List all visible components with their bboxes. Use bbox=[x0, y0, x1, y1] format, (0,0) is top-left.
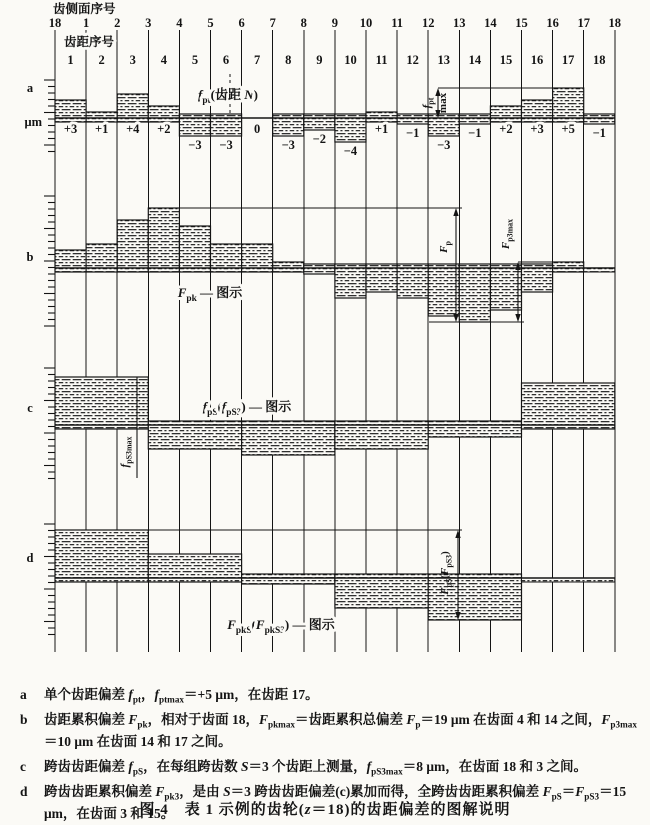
figure-note-c bbox=[14, 756, 642, 777]
flank-number: 13 bbox=[453, 16, 466, 30]
note-text: 跨齿齿距累积偏差 $F_{pk3}$，是由 S＝3 跨齿齿距偏差(c)累加而得，全跨齿齿距累积偏差 $F_{pS}=F_{pS3}=15$ μm，在齿面 3 和 15。 bbox=[44, 784, 627, 821]
fp-dimension-label: $F_p$ bbox=[438, 241, 453, 253]
fpt-annotation: $f_{pt}$(齿距 N) bbox=[197, 87, 259, 106]
flank-number: 1 bbox=[82, 16, 90, 30]
pitch-number: 9 bbox=[316, 53, 323, 67]
fpt-value: −3 bbox=[437, 138, 451, 152]
fps-fps3-dimension-label: $F_{pS}(F_{pS3})$ bbox=[439, 551, 454, 595]
flank-number: 18 bbox=[48, 16, 62, 30]
fptmax-label: max bbox=[437, 92, 449, 114]
pitch-number: 7 bbox=[254, 53, 261, 67]
fpt-value: −1 bbox=[405, 126, 420, 140]
fpt-value: −2 bbox=[312, 132, 327, 146]
fpt-value: +5 bbox=[561, 122, 575, 136]
fpt-value: +4 bbox=[126, 122, 140, 136]
pitch-number: 5 bbox=[191, 53, 199, 67]
fpks-annotation: $F_{pkS}(F_{pkS3})$ — 图示 bbox=[227, 617, 335, 636]
flank-number: 16 bbox=[546, 16, 559, 30]
pitch-number: 3 bbox=[129, 53, 136, 67]
fpt-value: +2 bbox=[157, 122, 171, 136]
pitch-number: 2 bbox=[98, 53, 105, 67]
fp3max-dimension-label: $F_{p3max}$ bbox=[500, 218, 515, 250]
fpt-value: −4 bbox=[343, 144, 358, 158]
row-label-d: d bbox=[26, 551, 34, 565]
flank-number: 4 bbox=[176, 16, 183, 30]
note-letter: a bbox=[20, 687, 27, 702]
pitch-number: 13 bbox=[437, 53, 450, 67]
pitch-axis-title: 齿距序号 bbox=[64, 35, 115, 49]
fpt-value: +1 bbox=[374, 122, 389, 136]
pitch-number: 12 bbox=[406, 53, 419, 67]
pitch-number: 8 bbox=[285, 53, 292, 67]
fpt-value: −3 bbox=[188, 138, 202, 152]
fpt-value: 0 bbox=[254, 122, 261, 136]
flank-number: 15 bbox=[515, 16, 528, 30]
row-label-c: c bbox=[27, 401, 33, 415]
flank-number: 14 bbox=[484, 16, 497, 30]
flank-number: 18 bbox=[608, 16, 622, 30]
row-label-a: a bbox=[26, 81, 34, 95]
flank-number: 17 bbox=[577, 16, 590, 30]
pitch-number: 14 bbox=[468, 53, 482, 67]
flank-number: 7 bbox=[269, 16, 276, 30]
flank-number: 6 bbox=[238, 16, 245, 30]
fpt-value: −1 bbox=[592, 126, 606, 140]
fpt-value: −3 bbox=[219, 138, 233, 152]
pitch-number: 6 bbox=[222, 53, 230, 67]
fptmax-label: $f_{pt}$ bbox=[421, 97, 436, 109]
flank-number: 2 bbox=[114, 16, 121, 30]
flank-number: 11 bbox=[391, 16, 404, 30]
pitch-number: 10 bbox=[344, 53, 357, 67]
pitch-number: 17 bbox=[561, 53, 575, 67]
note-letter: d bbox=[20, 784, 28, 800]
figure-note-a bbox=[14, 684, 642, 705]
fpt-value: +3 bbox=[63, 122, 78, 136]
fpk-annotation: $F_{pk}$ — 图示 bbox=[177, 285, 243, 304]
flank-number: 8 bbox=[300, 16, 307, 30]
note-text: 单个齿距偏差 $f_{pt}$，$f_{ptmax}=+5$ μm，在齿距 17。 bbox=[44, 687, 319, 705]
note-text: 跨齿齿距偏差 $f_{pS}$，在每组跨齿数 S＝3 个齿距上测量，$f_{pS3max}=8$ μm，在齿面 18 和 3 之间。 bbox=[44, 758, 587, 777]
note-text: 齿距累积偏差 $F_{pk}$，相对于齿面 18，$F_{pkmax}=$齿距累积总偏差 $F_p=19$ μm 在齿面 4 和 14 之间，$F_{p3max}=10$ μm 在齿面 14 和 17 之间。 bbox=[44, 712, 637, 749]
row-label-b: b bbox=[26, 250, 34, 264]
fpt-value: +2 bbox=[499, 122, 513, 136]
flank-number: 5 bbox=[207, 16, 214, 30]
flank-number: 10 bbox=[359, 16, 373, 30]
fpt-value: +3 bbox=[530, 122, 544, 136]
fpt-value: +1 bbox=[94, 122, 109, 136]
note-letter: b bbox=[20, 712, 28, 728]
pitch-number: 16 bbox=[530, 53, 544, 67]
figure-caption: 图 4 表 1 示例的齿轮(z＝18)的齿距偏差的图解说明 bbox=[139, 802, 511, 818]
pitch-number: 4 bbox=[160, 53, 167, 67]
note-letter: c bbox=[20, 758, 26, 774]
flank-axis-title: 齿侧面序号 bbox=[53, 2, 116, 16]
flank-number: 12 bbox=[421, 16, 435, 30]
pitch-number: 18 bbox=[593, 53, 606, 67]
flank-number: 9 bbox=[331, 16, 339, 30]
pitch-number: 11 bbox=[375, 53, 388, 67]
pitch-number: 15 bbox=[499, 53, 513, 67]
unit-label: μm bbox=[24, 115, 42, 129]
flank-number: 3 bbox=[145, 16, 152, 30]
fpt-value: −3 bbox=[281, 138, 295, 152]
fpt-value: −1 bbox=[468, 126, 482, 140]
fps3max-dimension-label: $f_{pS3max}$ bbox=[119, 436, 134, 468]
figure-note-b bbox=[14, 709, 642, 752]
fps-annotation: $f_{pS}(f_{pS3})$ — 图示 bbox=[202, 399, 292, 418]
pitch-number: 1 bbox=[67, 53, 74, 67]
